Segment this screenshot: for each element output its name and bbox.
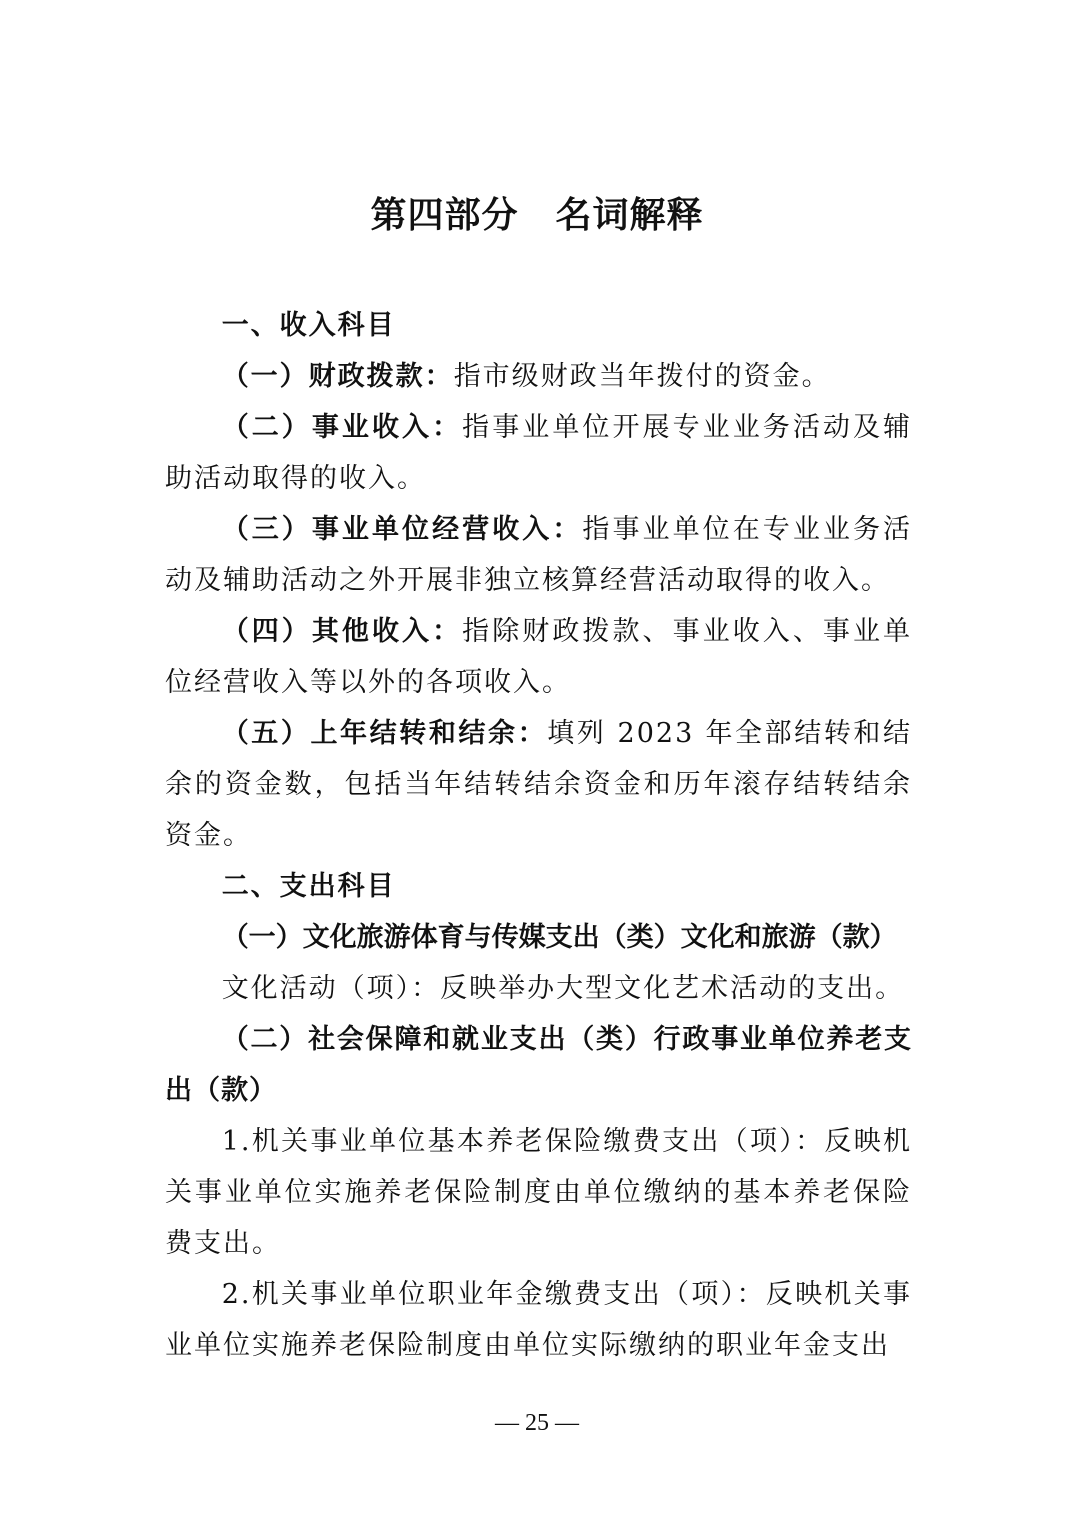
term-item — [165, 606, 912, 708]
term-label: （四）其他收入： — [221, 616, 463, 647]
term-item — [165, 708, 912, 861]
subsection-heading: （一）文化旅游体育与传媒支出（类）文化和旅游（款） — [221, 922, 897, 953]
term-label: （五）上年结转和结余： — [221, 718, 548, 749]
term-item — [165, 351, 912, 402]
numbered-item: 2.机关事业单位职业年金缴费支出（项）：反映机关事业单位实施养老保险制度由单位实际缴纳的职业年金支出 — [165, 1279, 912, 1361]
numbered-item: 1.机关事业单位基本养老保险缴费支出（项）：反映机关事业单位实施养老保险制度由单位缴纳的基本养老保险费支出。 — [165, 1126, 912, 1259]
term-definition: 填列 2023 年全部结转和结余的资金数，包括当年结转结余资金和历年滚存结转结余资金。 — [165, 718, 912, 851]
term-definition: 指市级财政当年拨付的资金。 — [453, 361, 831, 392]
term-item — [165, 504, 912, 606]
section-heading-expenditure: 二、支出科目 — [221, 871, 396, 902]
term-definition: 指事业单位开展专业业务活动及辅助活动取得的收入。 — [165, 412, 913, 494]
document-body — [165, 300, 912, 1371]
term-label: （一）财政拨款： — [221, 361, 454, 392]
term-item — [165, 402, 912, 504]
term-definition: 文化活动（项）：反映举办大型文化艺术活动的支出。 — [221, 973, 905, 1004]
page-number: — 25 — — [495, 1410, 579, 1436]
section-heading-income: 一、收入科目 — [221, 310, 396, 341]
page-title: 第四部分 名词解释 — [370, 194, 704, 236]
term-definition: 指事业单位在专业业务活动及辅助活动之外开展非独立核算经营活动取得的收入。 — [165, 514, 913, 596]
subsection-heading: （二）社会保障和就业支出（类）行政事业单位养老支出（款） — [165, 1024, 912, 1106]
term-definition: 指除财政拨款、事业收入、事业单位经营收入等以外的各项收入。 — [165, 616, 913, 698]
term-label: （二）事业收入： — [221, 412, 463, 443]
term-label: （三）事业单位经营收入： — [221, 514, 583, 545]
